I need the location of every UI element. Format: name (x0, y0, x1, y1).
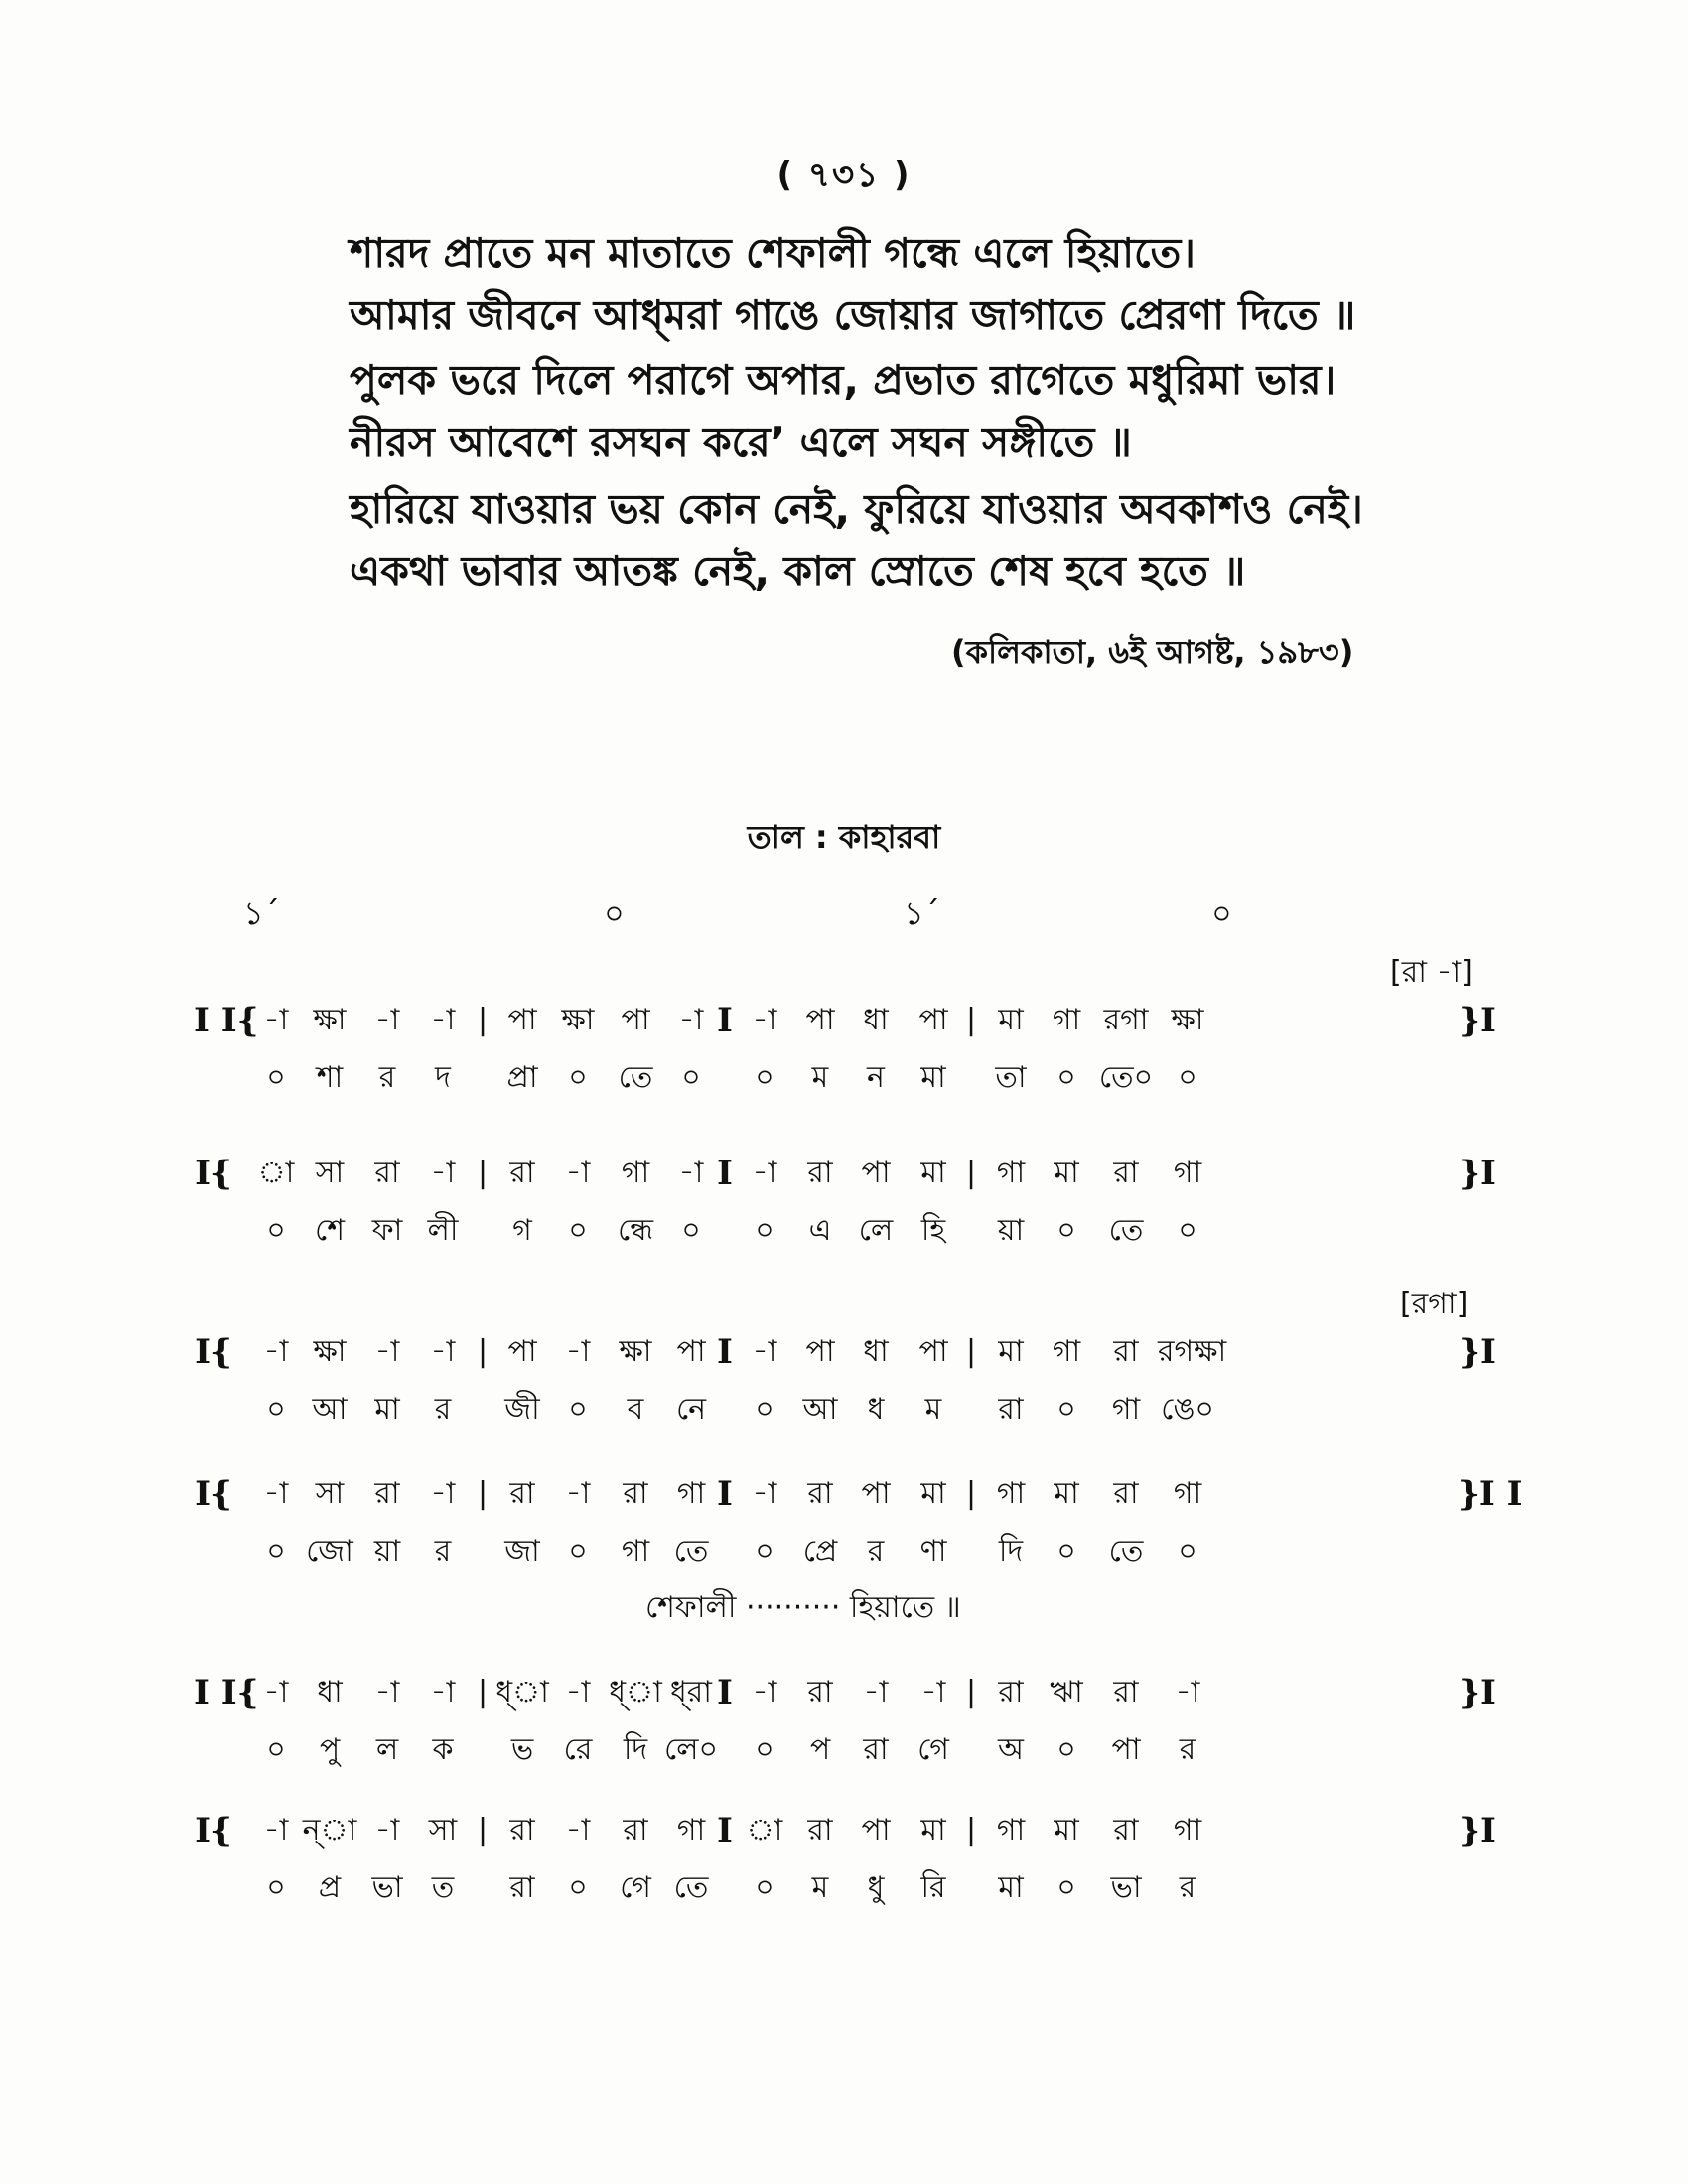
lyric-cell: ০ (266, 1392, 286, 1427)
lyric-cell: ০ (755, 1534, 774, 1569)
lyric-cell: ফা (371, 1213, 403, 1248)
lyric-cell: ০ (755, 1060, 774, 1095)
lyric-cell: ০ (755, 1732, 774, 1767)
row-end-barline: }I (1459, 1001, 1496, 1040)
note-cell: ধা (863, 1334, 889, 1369)
note-cell: -া (430, 1003, 456, 1037)
lyric-cell: র (867, 1534, 885, 1569)
lyric-cell: আ (312, 1392, 348, 1427)
lyric-cell: ধ (867, 1392, 885, 1427)
note-cell: পা (805, 1003, 835, 1037)
minor-barline: | (965, 1156, 977, 1190)
note-cell: রা (1113, 1334, 1139, 1369)
note-above: [রগা] (1400, 1287, 1469, 1321)
note-cell: গা (1052, 1003, 1081, 1037)
lyric-cell: ০ (266, 1870, 286, 1905)
minor-barline: | (965, 1334, 977, 1369)
lyric-cell: ধু (867, 1870, 885, 1905)
minor-barline: | (965, 1476, 977, 1511)
lyric-cell: জো (306, 1534, 353, 1569)
lyric-cell: প্রে (802, 1534, 838, 1569)
lyric-cell: গা (621, 1534, 650, 1569)
lyric-cell: ০ (755, 1870, 774, 1905)
note-cell: রা (374, 1476, 400, 1511)
lyric-cell: ব (627, 1392, 644, 1427)
minor-barline: | (965, 1675, 977, 1709)
note-cell: -া (565, 1334, 591, 1369)
note-cell: -া (752, 1476, 777, 1511)
note-cell: -া (430, 1476, 456, 1511)
lyric-cell: ণা (919, 1534, 947, 1569)
note-cell: ক্ষা (1171, 1003, 1204, 1037)
note-cell: রা (374, 1156, 400, 1190)
note-cell: -া (263, 1476, 289, 1511)
note-cell: -া (263, 1813, 289, 1847)
minor-barline: | (965, 1003, 977, 1037)
lyric-cell: হি (920, 1213, 946, 1248)
lyric-cell: তে (618, 1060, 653, 1095)
note-cell: ক্ষা (619, 1334, 652, 1369)
note-cell: -া (565, 1675, 591, 1709)
note-cell: সা (428, 1813, 458, 1847)
minor-barline: | (965, 1813, 977, 1847)
lyric-cell: র (1179, 1870, 1196, 1905)
lyric-cell: রা (998, 1392, 1024, 1427)
lyric-cell: ০ (266, 1213, 286, 1248)
note-cell: সা (315, 1156, 345, 1190)
lyric-cell: ল (375, 1732, 399, 1767)
lyric-cell: জা (504, 1534, 540, 1569)
note-cell: মা (1054, 1476, 1079, 1511)
note-cell: মা (998, 1334, 1024, 1369)
note-cell: পা (918, 1003, 948, 1037)
note-cell: -া (678, 1156, 704, 1190)
stanza-line: হারিয়ে যাওয়ার ভয় কোন নেই, ফুরিয়ে যাওয়ার অবকাশও নেই। (350, 485, 1363, 533)
lyric-cell: ০ (266, 1732, 286, 1767)
row-start-barline: I{ (195, 1811, 232, 1850)
lyric-cell: মা (920, 1060, 946, 1095)
note-cell: রা (807, 1813, 833, 1847)
note-cell: ধ্‌া (495, 1675, 549, 1709)
lyric-cell: রা (509, 1870, 535, 1905)
note-cell: পা (805, 1334, 835, 1369)
note-cell: -া (263, 1003, 289, 1037)
note-cell: গা (676, 1813, 706, 1847)
lyric-cell: র (434, 1392, 452, 1427)
beat-mark: ১´ (243, 894, 280, 932)
lyric-cell: পা (1111, 1732, 1141, 1767)
note-cell: মা (1054, 1156, 1079, 1190)
note-cell: পা (507, 1003, 537, 1037)
lyric-cell: গে (620, 1870, 651, 1905)
major-barline: I (717, 1673, 733, 1712)
lyric-cell: ন্ধে (618, 1213, 653, 1248)
lyric-cell: লী (427, 1213, 459, 1248)
note-cell: পা (918, 1334, 948, 1369)
page-number: ( ৭৩১ ) (776, 155, 912, 195)
lyric-cell: ০ (1178, 1213, 1197, 1248)
note-cell: ধা (863, 1003, 889, 1037)
lyric-cell: প্র (318, 1870, 342, 1905)
lyric-cell: ০ (1056, 1870, 1076, 1905)
note-cell: -া (565, 1813, 591, 1847)
lyric-cell: ০ (568, 1392, 588, 1427)
note-cell: রগক্ষা (1158, 1334, 1227, 1369)
note-cell: পা (507, 1334, 537, 1369)
refrain-line: শেফালী ·········· হিয়াতে ॥ (645, 1590, 961, 1625)
note-cell: -া (565, 1476, 591, 1511)
row-start-barline: I I{ (194, 1673, 259, 1712)
lyric-cell: ০ (568, 1870, 588, 1905)
note-cell: পা (861, 1813, 891, 1847)
lyric-cell: ম (811, 1060, 829, 1095)
note-cell: গা (1052, 1334, 1081, 1369)
note-cell: -া (430, 1334, 456, 1369)
note-cell: গা (676, 1476, 706, 1511)
note-cell: -া (678, 1003, 704, 1037)
lyric-cell: ম (924, 1392, 942, 1427)
note-cell: রা (509, 1813, 535, 1847)
note-cell: গা (1173, 1476, 1202, 1511)
note-cell: রা (807, 1156, 833, 1190)
note-cell: -া (863, 1675, 889, 1709)
note-cell: -া (374, 1334, 400, 1369)
beat-mark: ১´ (904, 894, 940, 932)
dateline: (কলিকাতা, ৬ই আগষ্ট, ১৯৮৩) (951, 633, 1354, 671)
lyric-cell: প্রা (506, 1060, 538, 1095)
note-cell: ধ্‌রা (669, 1675, 712, 1709)
lyric-cell: দি (623, 1732, 648, 1767)
lyric-cell: ০ (568, 1534, 588, 1569)
lyric-cell: য়া (997, 1213, 1025, 1248)
row-end-barline: }I (1459, 1332, 1496, 1372)
lyric-cell: ০ (755, 1213, 774, 1248)
minor-barline: | (477, 1813, 489, 1847)
lyric-cell: ০ (1056, 1060, 1076, 1095)
lyric-cell: ভা (371, 1870, 403, 1905)
lyric-cell: রি (920, 1870, 946, 1905)
note-cell: রা (1113, 1156, 1139, 1190)
lyric-cell: র (1179, 1732, 1196, 1767)
lyric-cell: দি (998, 1534, 1024, 1569)
note-cell: রা (1113, 1476, 1139, 1511)
lyric-cell: ন (867, 1060, 885, 1095)
major-barline: I (717, 1001, 733, 1040)
note-cell: -া (752, 1334, 777, 1369)
lyric-cell: রে (563, 1732, 593, 1767)
lyric-cell: ০ (1178, 1534, 1197, 1569)
lyric-cell: তে (673, 1870, 709, 1905)
note-cell: ক্ষা (313, 1334, 347, 1369)
minor-barline: | (477, 1156, 489, 1190)
beat-mark: ০ (604, 894, 625, 932)
major-barline: I (717, 1474, 733, 1514)
note-cell: ক্ষা (561, 1003, 595, 1037)
lyric-cell: মা (374, 1392, 400, 1427)
note-cell: -া (430, 1156, 456, 1190)
row-end-barline: }I (1459, 1673, 1496, 1712)
minor-barline: | (477, 1003, 489, 1037)
lyric-cell: তা (995, 1060, 1027, 1095)
note-cell: গা (996, 1813, 1026, 1847)
lyric-cell: প (809, 1732, 831, 1767)
lyric-cell: ০ (1056, 1732, 1076, 1767)
lyric-cell: তে (673, 1534, 709, 1569)
lyric-cell: ম (811, 1870, 829, 1905)
note-cell: ধা (317, 1675, 343, 1709)
lyric-cell: ০ (568, 1060, 588, 1095)
lyric-cell: ০ (1056, 1213, 1076, 1248)
note-cell: মা (920, 1476, 946, 1511)
major-barline: I (717, 1332, 733, 1372)
lyric-cell: ক (432, 1732, 454, 1767)
note-above: [রা -া] (1390, 955, 1473, 990)
note-cell: রা (509, 1476, 535, 1511)
note-cell: -া (374, 1003, 400, 1037)
stanza-3 (350, 478, 1541, 602)
row-end-barline: }I (1459, 1154, 1496, 1193)
note-cell: গা (1173, 1156, 1202, 1190)
lyric-cell: দ (435, 1060, 451, 1095)
major-barline: I (717, 1154, 733, 1193)
beat-mark: ০ (1211, 894, 1232, 932)
lyric-cell: লে (858, 1213, 894, 1248)
note-cell: রা (623, 1476, 648, 1511)
lyric-cell: ০ (1178, 1060, 1197, 1095)
note-cell: পা (621, 1003, 650, 1037)
lyric-cell: ০ (1056, 1534, 1076, 1569)
note-cell: -া (263, 1334, 289, 1369)
note-cell: -া (430, 1675, 456, 1709)
note-cell: মা (998, 1003, 1024, 1037)
row-end-barline: }I (1459, 1811, 1496, 1850)
lyric-cell: অ (998, 1732, 1024, 1767)
lyric-cell: তে (1108, 1534, 1144, 1569)
row-end-barline: }I I (1458, 1474, 1523, 1514)
note-cell: পা (861, 1476, 891, 1511)
note-cell: রা (1113, 1675, 1139, 1709)
note-cell: -া (752, 1003, 777, 1037)
minor-barline: | (477, 1334, 489, 1369)
lyric-cell: ভা (1110, 1870, 1142, 1905)
lyric-cell: ০ (681, 1213, 701, 1248)
stanza-line: শারদ প্রাতে মন মাতাতে শেফালী গন্ধে এলে হিয়াতে। (350, 229, 1196, 277)
lyric-cell: গে (917, 1732, 949, 1767)
row-start-barline: I{ (195, 1154, 232, 1193)
note-cell: -া (752, 1675, 777, 1709)
lyric-cell: মা (998, 1870, 1024, 1905)
lyric-cell: রা (863, 1732, 889, 1767)
stanza-1 (350, 222, 1541, 345)
note-cell: -া (565, 1156, 591, 1190)
note-cell: -া (920, 1675, 946, 1709)
row-start-barline: I{ (195, 1474, 232, 1514)
lyric-cell: লে০ (663, 1732, 719, 1767)
note-cell: রা (1113, 1813, 1139, 1847)
note-cell: গা (996, 1476, 1026, 1511)
lyric-cell: শে (315, 1213, 345, 1248)
lyric-cell: তে (1108, 1213, 1144, 1248)
note-cell: পা (676, 1334, 706, 1369)
lyric-cell: ত (431, 1870, 455, 1905)
lyric-cell: এ (808, 1213, 832, 1248)
lyric-cell: র (434, 1534, 452, 1569)
note-cell: সা (315, 1476, 345, 1511)
note-cell: ঋা (1050, 1675, 1083, 1709)
note-cell: রা (807, 1675, 833, 1709)
lyric-cell: র (378, 1060, 396, 1095)
lyric-cell: ০ (755, 1392, 774, 1427)
minor-barline: | (477, 1476, 489, 1511)
stanza-line: পুলক ভরে দিলে পরাগে অপার, প্রভাত রাগেতে মধুরিমা ভার। (350, 356, 1336, 404)
note-cell: রা (509, 1156, 535, 1190)
note-cell: রা (623, 1813, 648, 1847)
note-cell: -া (1175, 1675, 1200, 1709)
stanza-2 (350, 349, 1541, 473)
note-cell: -া (263, 1675, 289, 1709)
note-cell: রা (998, 1675, 1024, 1709)
lyric-cell: ০ (266, 1534, 286, 1569)
lyric-cell: জী (504, 1392, 540, 1427)
lyric-cell: য়া (373, 1534, 401, 1569)
note-cell: ক্ষা (313, 1003, 347, 1037)
note-cell: মা (920, 1156, 946, 1190)
note-cell: ধ্‌া (609, 1675, 662, 1709)
note-cell: া (257, 1156, 295, 1190)
lyric-cell: গ (512, 1213, 532, 1248)
lyric-cell: গা (1111, 1392, 1141, 1427)
row-start-barline: I I{ (194, 1001, 259, 1040)
lyric-cell: তে০ (1098, 1060, 1154, 1095)
taal-heading: তাল : কাহারবা (747, 818, 941, 856)
note-cell: -া (374, 1675, 400, 1709)
note-cell: গা (621, 1156, 650, 1190)
major-barline: I (717, 1811, 733, 1850)
stanza-line: একথা ভাবার আতঙ্ক নেই, কাল স্রোতে শেষ হবে হতে ॥ (350, 547, 1246, 595)
lyric-cell: নে (675, 1392, 707, 1427)
note-cell: মা (920, 1813, 946, 1847)
note-cell: গা (1173, 1813, 1202, 1847)
note-cell: ন্‌া (302, 1813, 357, 1847)
stanza-line: নীরস আবেশে রসঘন করে’ এলে সঘন সঙ্গীতে ॥ (350, 418, 1132, 466)
lyric-cell: পু (319, 1732, 341, 1767)
note-cell: মা (1054, 1813, 1079, 1847)
lyric-cell: ভ (510, 1732, 534, 1767)
lyric-cell: আ (802, 1392, 838, 1427)
row-start-barline: I{ (195, 1332, 232, 1372)
note-cell: রগা (1103, 1003, 1149, 1037)
note-cell: -া (374, 1813, 400, 1847)
lyric-cell: ০ (681, 1060, 701, 1095)
lyric-cell: ঙে০ (1161, 1392, 1214, 1427)
stanza-line: আমার জীবনে আধ্‌মরা গাঙে জোয়ার জাগাতে প্রেরণা দিতে ॥ (350, 291, 1356, 339)
note-cell: রা (807, 1476, 833, 1511)
note-cell: -া (752, 1156, 777, 1190)
lyric-cell: ০ (266, 1060, 286, 1095)
note-cell: পা (861, 1156, 891, 1190)
lyric-cell: ০ (1056, 1392, 1076, 1427)
note-cell: গা (996, 1156, 1026, 1190)
lyric-cell: শা (316, 1060, 344, 1095)
note-cell: া (746, 1813, 783, 1847)
minor-barline: | (477, 1675, 489, 1709)
lyric-cell: ০ (568, 1213, 588, 1248)
